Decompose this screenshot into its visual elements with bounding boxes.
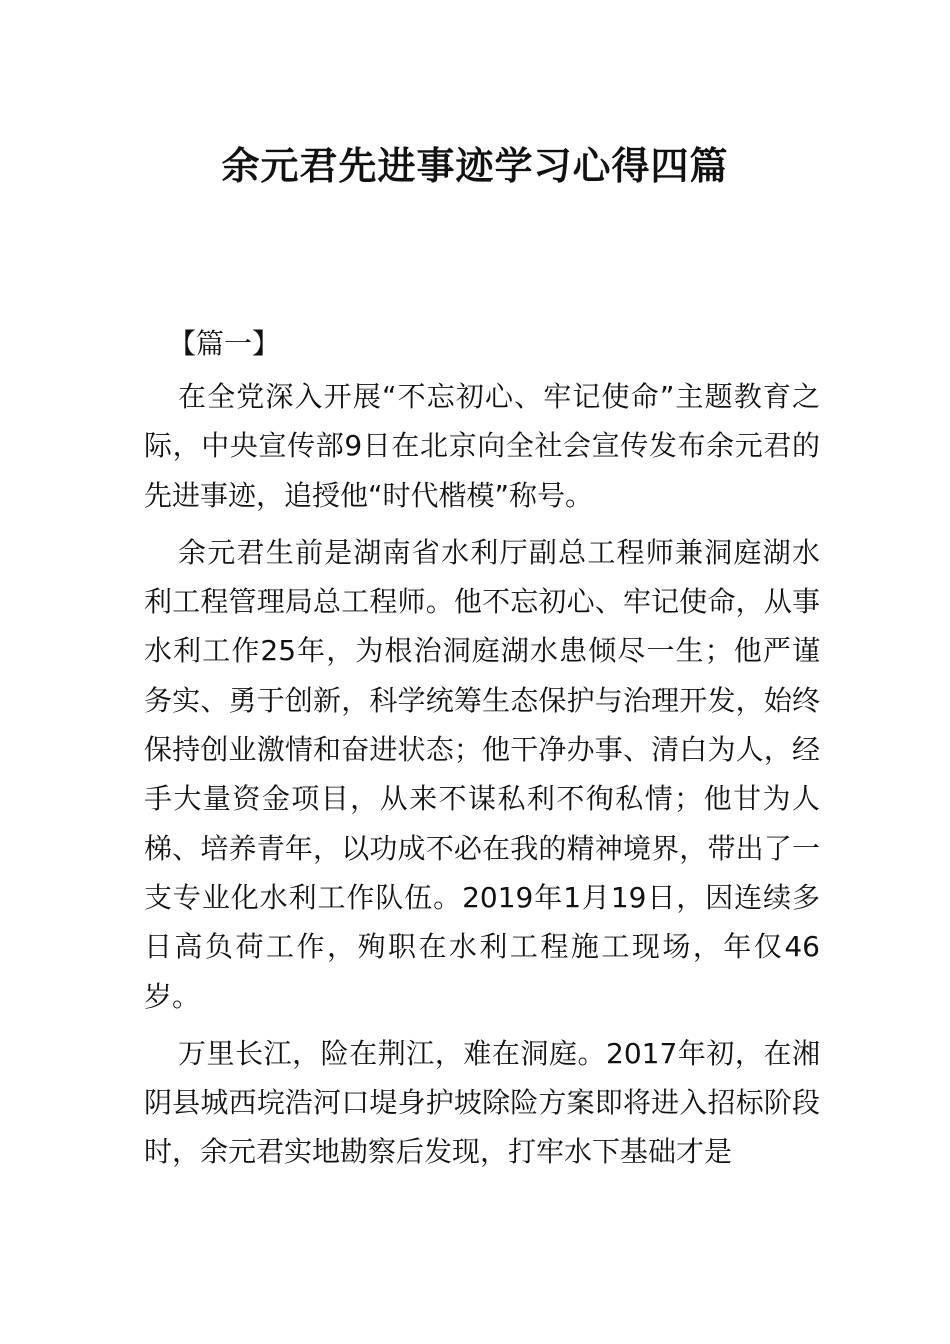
document-body — [144, 372, 820, 1185]
paragraph: 万里长江，险在荆江，难在洞庭。2017年初，在湘阴县城西垸浩河口堤身护坡除险方案即将进入招标阶段时，余元君实地勘察后发现，打牢水下基础才是 — [144, 1036, 820, 1169]
section-heading: 【篇一】 — [168, 327, 281, 360]
document-title: 余元君先进事迹学习心得四篇 — [221, 144, 729, 188]
paragraph: 在全党深入开展“不忘初心、牢记使命”主题教育之际，中央宣传部9日在北京向全社会宣传发布余元君的先进事迹，追授他“时代楷模”称号。 — [144, 380, 820, 512]
paragraph: 余元君生前是湖南省水利厅副总工程师兼洞庭湖水利工程管理局总工程师。他不忘初心、牢记使命，从事水利工作25年，为根治洞庭湖水患倾尽一生；他严谨务实、勇于创新，科学统筹生态保护与治理开发，始终保持创业激情和奋进状态；他干净办事、清白为人，经手大量资金项目，从来不谋私利不徇私情；他甘为人梯、培养青年，以功成不必在我的精神境界，带出了一支专业化水利工作队伍。2019年1月19日，因连续多日高负荷工作，殉职在水利工程施工现场，年仅46岁。 — [144, 535, 820, 1013]
